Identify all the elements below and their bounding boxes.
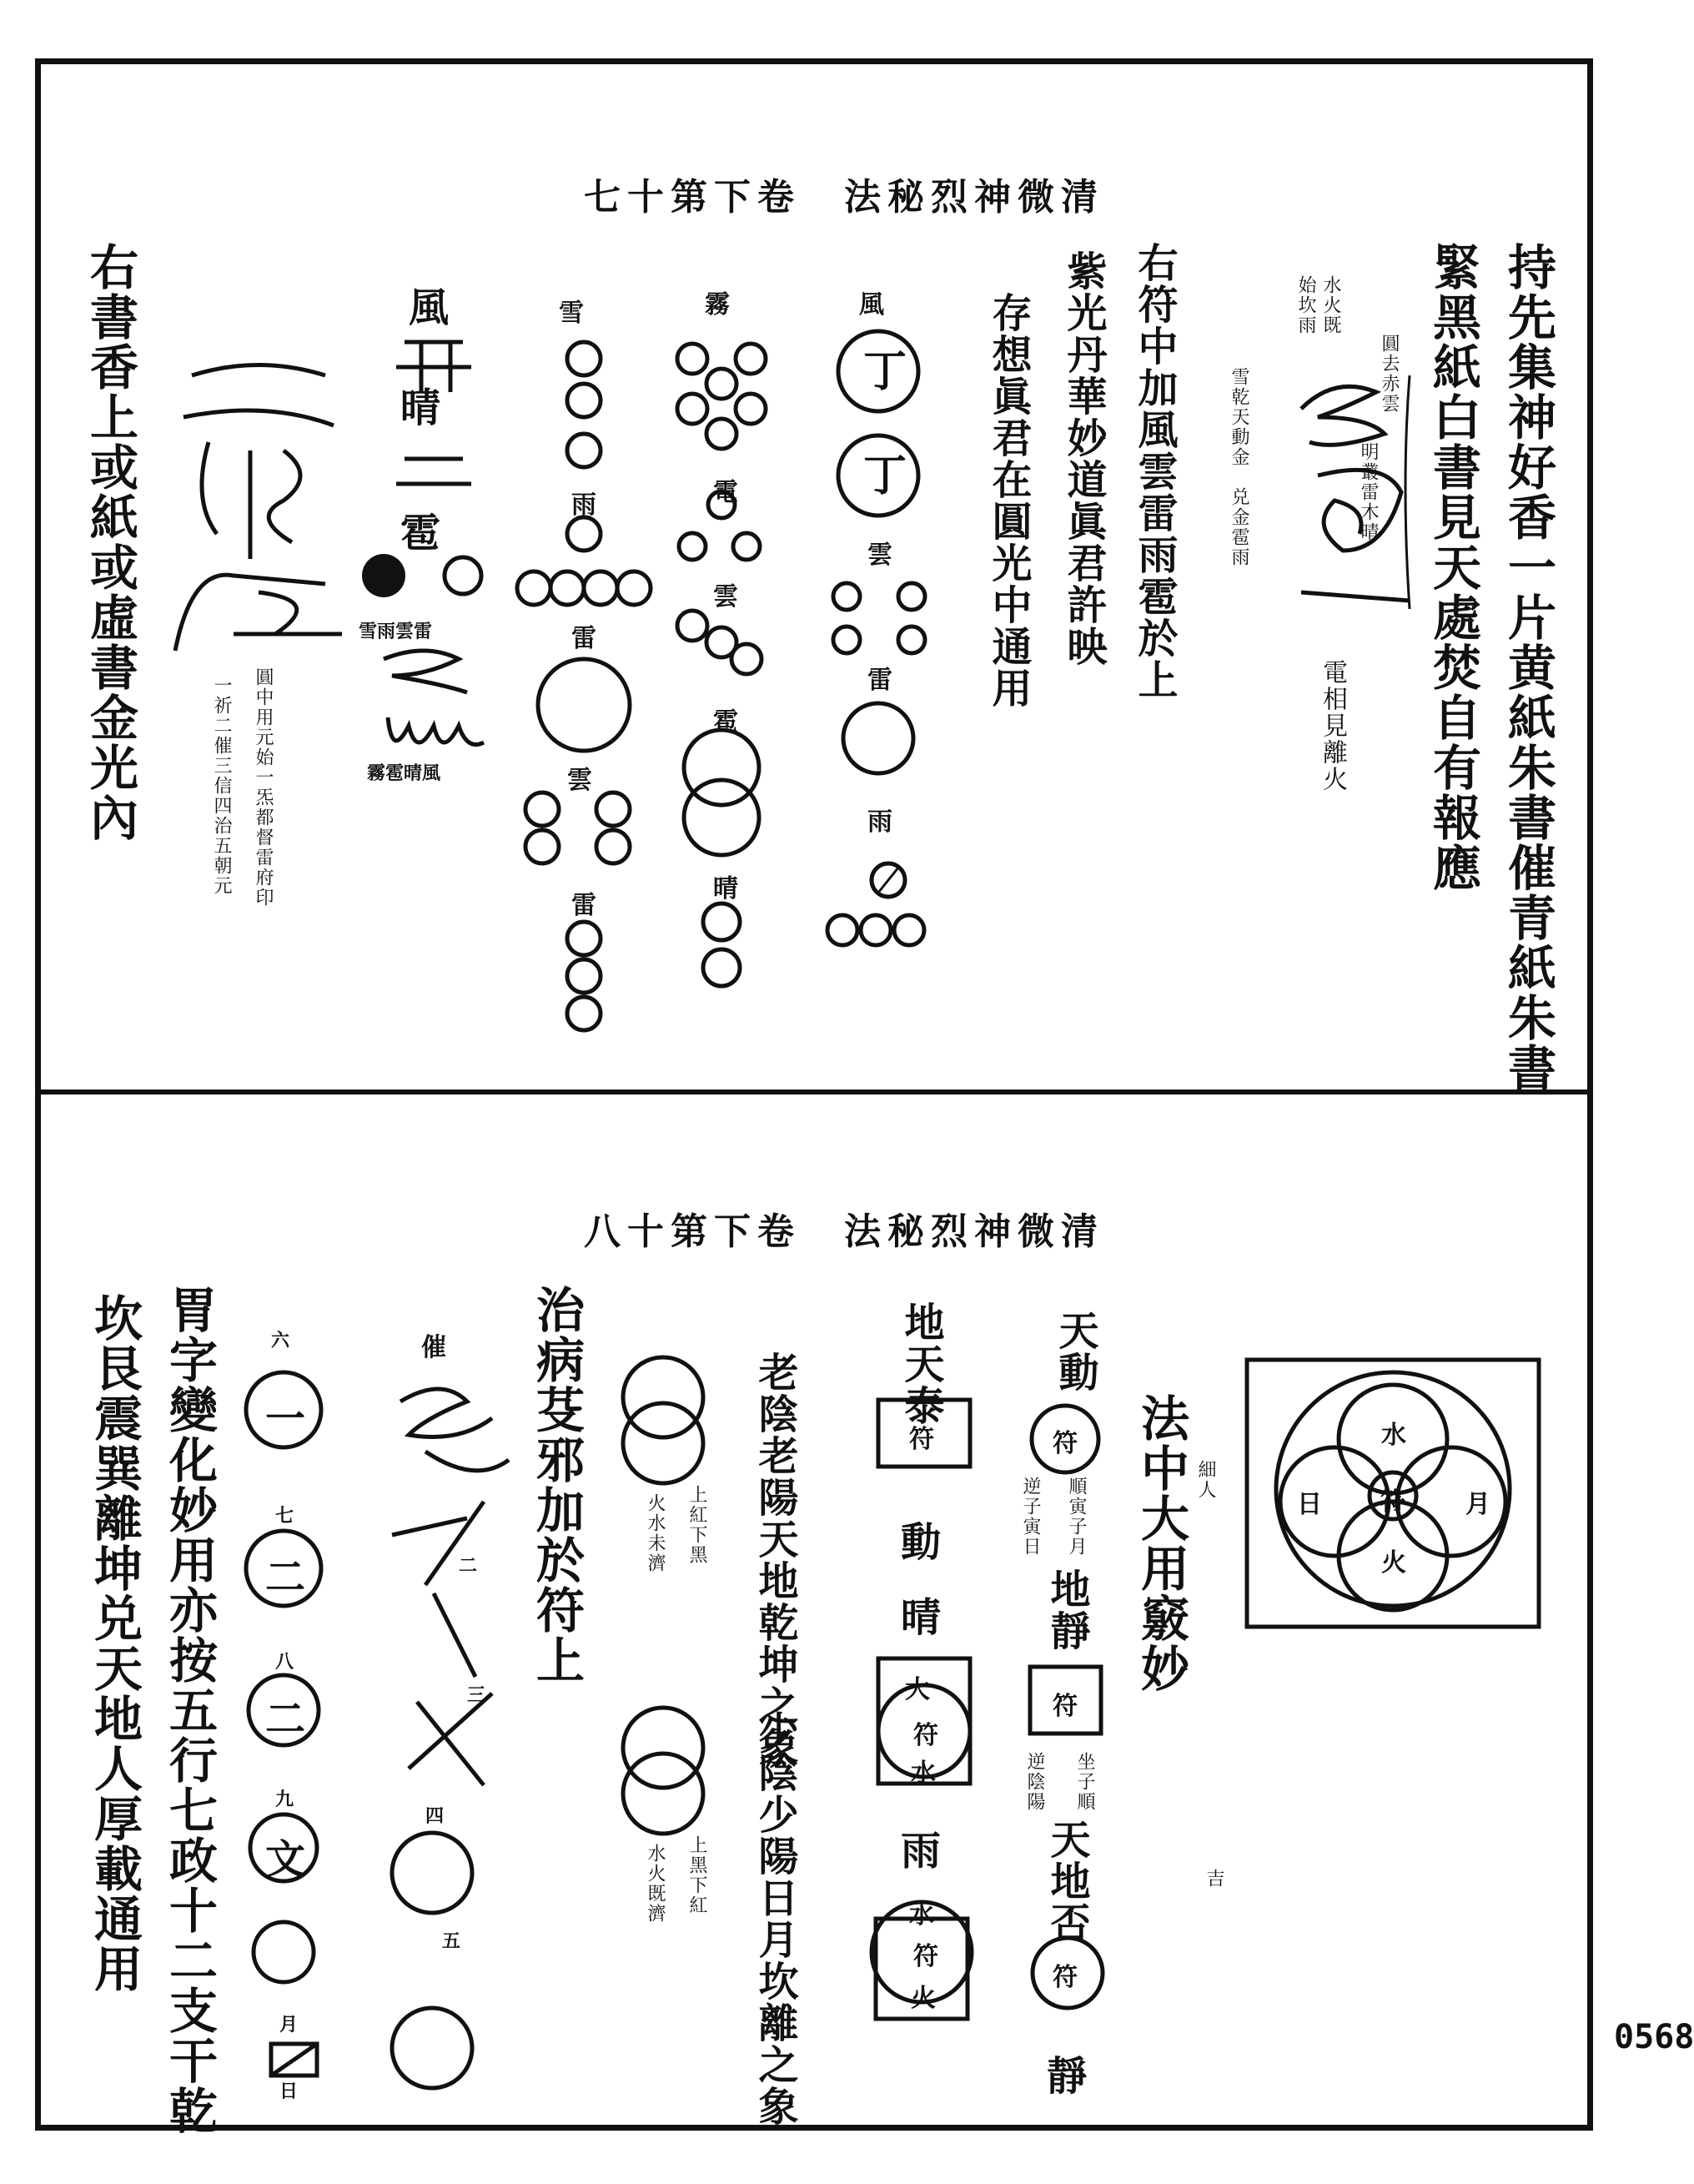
note-a2: 火水未濟 (645, 1493, 666, 1573)
fu2-diagram (667, 325, 784, 1009)
box-left: 日 (1297, 1490, 1322, 1519)
box-center: 符 (1380, 1487, 1405, 1517)
di-jing: 地靜 (1043, 1568, 1090, 1652)
ri: 日 (279, 2081, 299, 2102)
num-san: 三 (467, 1684, 486, 1706)
note-b1: 上黑下紅 (686, 1835, 707, 1915)
yu: 雨 (901, 1828, 942, 1875)
yin-circles (617, 1351, 709, 1502)
top-header: 清微神烈秘法 卷下第十七 (584, 176, 1104, 219)
talisman-2-glyph (158, 350, 359, 651)
talisman-1-glyph (1284, 359, 1418, 642)
col-fa: 法中大用竅妙 (1133, 1393, 1189, 1693)
circle-note-2: 一祈二催三信四治五朝元 (211, 676, 232, 896)
fu-annot-top: 水火既 (1320, 275, 1341, 335)
shun-note-2: 坐子順 (1074, 1752, 1095, 1812)
fu1-yu: 雨 (867, 808, 892, 837)
num-ba: 八 (275, 1651, 294, 1673)
fu4-bao: 雹 (400, 510, 441, 556)
circle-wen: 文 (265, 1836, 306, 1883)
fu-annot-left: 雪乾天動金 兑金雹雨 (1229, 367, 1249, 567)
fu3-yu: 雨 (571, 491, 596, 520)
qing-fu: 符 (913, 1721, 938, 1750)
note-b2: 水火既濟 (645, 1844, 666, 1924)
di-tian-tai: 地天泰 (897, 1301, 944, 1427)
dong: 動 (901, 1519, 942, 1566)
yu-shui: 水 (909, 1900, 934, 1930)
tian-di-fu: 符 (1053, 1963, 1078, 1992)
small-note-2: 吉 (1204, 1869, 1224, 1889)
num-liu: 六 (271, 1330, 290, 1351)
circle-note-1: 圓中用元始一炁都督雷府印 (253, 667, 274, 908)
fu1-feng: 風 (859, 290, 884, 320)
tian-di: 天地否 (1043, 1819, 1090, 1944)
fu2-bao: 雹 (713, 707, 738, 737)
fu3-lei: 雷 (571, 624, 596, 653)
yue-ri-box (267, 2040, 325, 2081)
di-jing-fu: 符 (1053, 1692, 1078, 1721)
fu2-qing: 晴 (713, 874, 738, 903)
yin-note: 逆陰陽 (1024, 1752, 1045, 1812)
fu3-diagram (513, 325, 655, 1034)
col-wei: 胃字變化妙用亦按五行七政十二支干乾 (161, 1285, 218, 2136)
fu2-dian: 電 (713, 478, 738, 507)
tai-fu: 符 (909, 1425, 934, 1454)
fu-annot-mid1: 圓去赤雲 (1379, 334, 1400, 414)
fu3-lei2: 雷 (571, 891, 596, 920)
yu-huo: 火 (911, 1984, 936, 2013)
fu4-qing: 晴 (400, 385, 441, 431)
tian-dong-fu: 符 (1053, 1429, 1078, 1458)
col-zhi: 治病芟邪加於符上 (528, 1285, 585, 1685)
box-top: 水 (1381, 1421, 1406, 1450)
fu1-yun: 雲 (867, 541, 892, 570)
num-wu: 五 (442, 1930, 461, 1952)
fu4-feng: 風 (409, 284, 450, 331)
fu2-wu: 霧 (705, 290, 730, 320)
circle-er-2: 二 (265, 1696, 306, 1743)
fu2-yun: 雲 (713, 582, 738, 611)
fu1-diagram (830, 321, 947, 955)
num-jiu: 九 (275, 1789, 294, 1810)
jing: 靜 (1047, 2053, 1088, 2100)
top-note-2: 紫光丹華妙道眞君許映 (1060, 250, 1107, 667)
fu-annot-mid2: 明叢雷木晴 (1358, 442, 1379, 542)
svg-text:丁: 丁 (863, 450, 907, 501)
num-qi: 七 (275, 1505, 294, 1527)
page-divider (35, 1089, 1593, 1095)
fu1-lei: 雷 (867, 666, 892, 695)
cui-diagram (375, 1368, 525, 1835)
fu-annot-top2: 始坎雨 (1295, 275, 1316, 335)
circle-er: 二 (265, 1554, 306, 1601)
fu4-row2: 霧雹晴風 (367, 762, 441, 784)
top-note-1: 右符中加風雲雷雨雹於上 (1131, 242, 1178, 701)
top-note-3: 存想眞君在圓光中通用 (985, 292, 1032, 709)
fu3-yun: 雲 (567, 766, 592, 795)
box-right: 月 (1465, 1490, 1490, 1519)
bottom-header: 清微神烈秘法 卷下第十八 (584, 1210, 1104, 1253)
small-note: 細人 (1195, 1460, 1216, 1500)
col-shao: 少陰少陽日月坎離之象 (751, 1710, 798, 2127)
wu-circles (384, 1827, 484, 2111)
top-col-2: 緊黑紙白書見天處焚自有報應 (1425, 242, 1481, 893)
yue: 月 (279, 2014, 299, 2036)
shao-circles (617, 1702, 709, 1852)
ni-note: 逆子寅日 (1020, 1477, 1041, 1557)
yu-fu: 符 (913, 1942, 938, 1971)
tian-dong: 天動 (1052, 1310, 1098, 1393)
shun-note: 順寅子月 (1066, 1477, 1087, 1557)
numbered-circles (238, 1360, 329, 1994)
cui: 催 (421, 1333, 446, 1362)
box-bottom: 火 (1381, 1548, 1406, 1578)
qing-da: 大 (905, 1675, 930, 1704)
qing: 晴 (901, 1594, 942, 1641)
page-number-text: 0568 (1614, 2018, 1694, 2056)
fu3-xue: 雪 (559, 299, 584, 328)
fu-annot-bottom: 電相見離火 (1318, 659, 1347, 793)
fu4-row1: 雪雨雲雷 (359, 621, 433, 642)
circle-yi: 一 (265, 1396, 306, 1442)
qing-shui: 水 (911, 1759, 936, 1788)
top-col-last: 右書香上或紙或虛書金光內 (82, 242, 138, 843)
note-a1: 上紅下黑 (686, 1485, 707, 1565)
top-col-1: 持先集神好香一片黄紙朱書催青紙朱書 (1500, 242, 1556, 1093)
num-si: 四 (425, 1805, 445, 1827)
col-kan: 坎艮震巽離坤兑天地人厚載通用 (86, 1293, 143, 1994)
col-yin: 老陰老陽天地乾坤之象 (751, 1351, 798, 1769)
page-number (1614, 2018, 1694, 2056)
svg-text:丁: 丁 (863, 346, 907, 397)
num-er: 二 (459, 1555, 478, 1577)
